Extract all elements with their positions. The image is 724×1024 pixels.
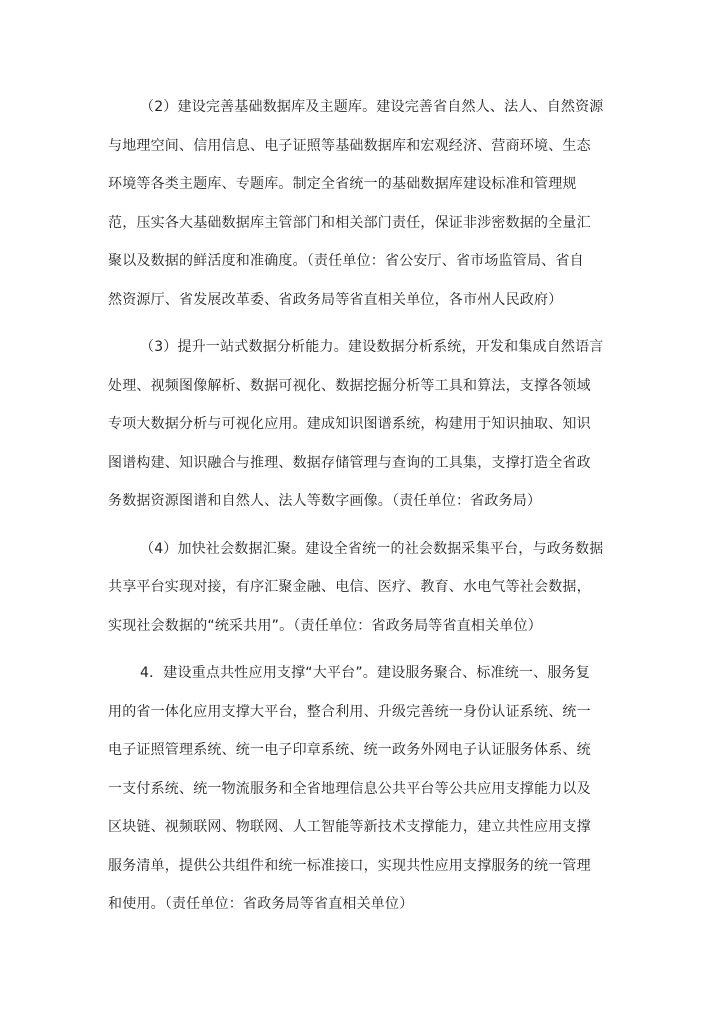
paragraph-common-platform	[108, 654, 620, 924]
text-line: 区块链、视频联网、物联网、人工智能等新技术支撑能力，建立共性应用支撑	[108, 819, 591, 835]
paragraph-gap	[108, 645, 620, 654]
text-line: 4．建设重点共性应用支撑“大平台”。建设服务聚合、标准统一、服务复	[140, 665, 591, 681]
text-line: 然资源厅、省发展改革委、省政务局等省直相关单位，各市州人民政府）	[108, 291, 563, 308]
paragraph-basic-database	[108, 88, 620, 319]
text-line: 实现社会数据的“统采共用”。（责任单位：省政务局等省直相关单位）	[108, 617, 542, 634]
text-line: 图谱构建、知识融合与推理、数据存储管理与查询的工具集，支撑打造全省政	[108, 454, 591, 471]
text-line: 用的省一体化应用支撑大平台，整合利用、升级完善统一身份认证系统、统一	[108, 703, 591, 720]
paragraph-data-analysis	[108, 328, 620, 521]
text-line: （3）提升一站式数据分析能力。建设数据分析系统，开发和集成自然语言	[140, 339, 604, 355]
text-line: 范，压实各大基础数据库主管部门和相关部门责任，保证非涉密数据的全量汇	[108, 214, 591, 231]
text-line: 和使用。（责任单位：省政务局等省直相关单位）	[108, 896, 414, 912]
text-line: 电子证照管理系统、统一电子印章系统、统一政务外网电子认证服务体系、统	[108, 742, 591, 758]
text-line: （4）加快社会数据汇聚。建设全省统一的社会数据采集平台，与政务数据	[140, 540, 604, 557]
text-line: 服务清单，提供公共组件和统一标准接口，实现共性应用支撑服务的统一管理	[108, 857, 591, 874]
paragraph-gap	[108, 319, 620, 328]
paragraph-gap	[108, 521, 620, 530]
document-page	[108, 88, 620, 924]
text-line: 一支付系统、统一物流服务和全省地理信息公共平台等公共应用支撑能力以及	[108, 780, 591, 797]
text-line: 务数据资源图谱和自然人、法人等数字画像。（责任单位：省政务局）	[108, 493, 542, 509]
text-line: 共享平台实现对接，有序汇聚金融、电信、医疗、教育、水电气等社会数据，	[108, 579, 591, 595]
text-line: 处理、视频图像解析、数据可视化、数据挖掘分析等工具和算法，支撑各领域	[108, 377, 591, 394]
text-line: 环境等各类主题库、专题库。制定全省统一的基础数据库建设标准和管理规	[108, 176, 577, 192]
text-line: 与地理空间、信用信息、电子证照等基础数据库和宏观经济、营商环境、生态	[108, 137, 591, 154]
paragraph-social-data	[108, 530, 620, 646]
text-line: 专项大数据分析与可视化应用。建成知识图谱系统，构建用于知识抽取、知识	[108, 416, 591, 432]
text-line: （2）建设完善基础数据库及主题库。建设完善省自然人、法人、自然资源	[140, 99, 604, 115]
text-line: 聚以及数据的鲜活度和准确度。（责任单位：省公安厅、省市场监管局、省自	[108, 253, 584, 269]
